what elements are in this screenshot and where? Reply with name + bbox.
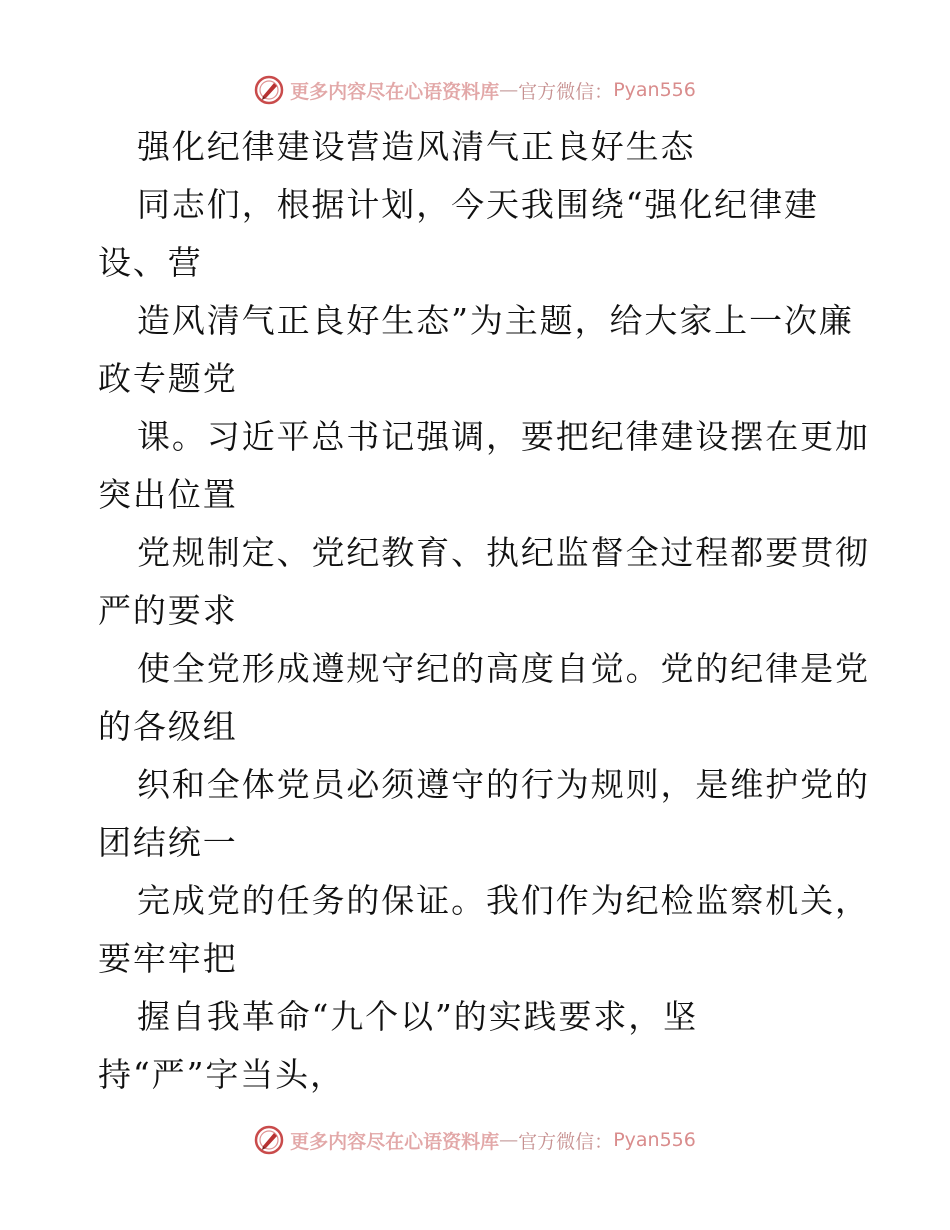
header-watermark-banner	[0, 70, 950, 110]
watermark-wechat-label: 官方微信：	[518, 1130, 614, 1153]
paragraph-line: 设、营	[98, 243, 203, 282]
pen-logo-icon	[254, 75, 284, 105]
footer-watermark-banner	[0, 1120, 950, 1160]
paragraph-line: 突出位置	[98, 475, 238, 514]
paragraph-line: 课。习近平总书记强调，要把纪律建设摆在更加	[137, 417, 870, 456]
watermark-wechat-id: Pyan556	[613, 1129, 696, 1151]
pen-logo-icon	[254, 1125, 284, 1155]
watermark-dash: —	[499, 79, 519, 101]
watermark-wechat-id: Pyan556	[613, 79, 696, 101]
watermark-dash: —	[499, 1129, 519, 1151]
paragraph-line: 团结统一	[98, 823, 238, 862]
paragraph-line: 的各级组	[98, 707, 238, 746]
paragraph-line: 完成党的任务的保证。我们作为纪检监察机关，	[137, 881, 870, 920]
paragraph-line: 政专题党	[98, 359, 238, 398]
watermark-wechat-label: 官方微信：	[518, 80, 614, 103]
document-title: 强化纪律建设营造风清气正良好生态	[137, 127, 696, 166]
watermark-site-text: 更多内容尽在心语资料库	[290, 1130, 500, 1153]
paragraph-line: 使全党形成遵规守纪的高度自觉。党的纪律是党	[137, 649, 870, 688]
paragraph-line: 要牢牢把	[98, 939, 238, 978]
paragraph-line: 持“严”字当头，	[98, 1055, 345, 1094]
watermark-site-text: 更多内容尽在心语资料库	[290, 80, 500, 103]
paragraph-line: 严的要求	[98, 591, 238, 630]
paragraph-line: 握自我革命“九个以”的实践要求，坚	[137, 997, 699, 1036]
paragraph-line: 织和全体党员必须遵守的行为规则，是维护党的	[137, 765, 870, 804]
paragraph-line: 同志们，根据计划，今天我围绕“强化纪律建	[137, 185, 819, 224]
paragraph-line: 党规制定、党纪教育、执纪监督全过程都要贯彻	[137, 533, 870, 572]
paragraph-line: 造风清气正良好生态”为主题，给大家上一次廉	[137, 301, 854, 340]
